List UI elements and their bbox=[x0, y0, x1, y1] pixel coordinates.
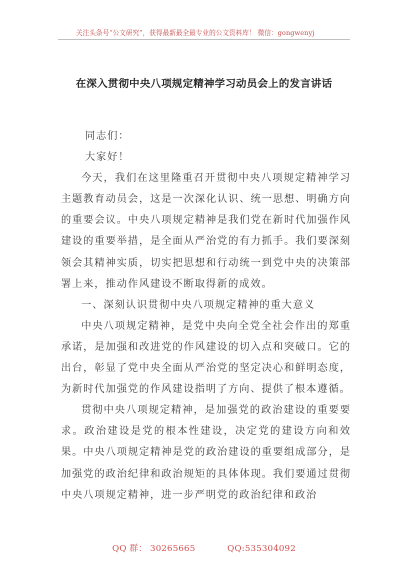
header-notice: 关注头条号“公文研究”，获得最新最全最专业的公文资料库！ 微信：gongwenyj bbox=[76, 29, 315, 37]
greeting: 大家好！ bbox=[85, 152, 130, 164]
body-paragraph: 贯彻中央八项规定精神，是加强党的政治建设的重要要求。政治建设是党的根本性建设，决定党的建设方向和效果。中央八项规定精神是党的政治建设的重要组成部分，是加强党的政治纪律和政治规矩的具体体现。我们要通过贯彻中央八项规定精神，进一步严明党的政治纪律和政治 bbox=[61, 405, 351, 501]
document-body bbox=[61, 126, 351, 506]
section-heading: 一、深刻认识贯彻中央八项规定精神的重大意义 bbox=[81, 299, 316, 311]
body-paragraph: 今天，我们在这里隆重召开贯彻中央八项规定精神学习主题教育动员会，这是一次深化认识、统一思想、明确方向的重要会议。中央八项规定精神是我们党在新时代加强作风建设的重要举措，是全面从严治党的有力抓手。我们要深刻领会其精神实质，切实把思想和行动统一到党中央的决策部署上来，推动作风建设不断取得新的成效。 bbox=[61, 173, 351, 290]
salutation: 同志们： bbox=[85, 131, 130, 142]
document-title: 在深入贯彻中央八项规定精神学习动员会上的发言讲话 bbox=[75, 78, 333, 90]
header-divider bbox=[58, 39, 350, 40]
footer-qq-group: QQ 群： 30265665 bbox=[112, 544, 196, 554]
body-paragraph: 中央八项规定精神，是党中央向全党全社会作出的郑重承诺，是加强和改进党的作风建设的切入点和突破口。它的出台，彰显了党中央全面从严治党的坚定决心和鲜明态度，为新时代加强党的作风建设指明了方向、提供了根本遵循。 bbox=[61, 320, 351, 396]
footer-qq: QQ:535304092 bbox=[227, 544, 296, 554]
footer-contact bbox=[0, 542, 408, 554]
